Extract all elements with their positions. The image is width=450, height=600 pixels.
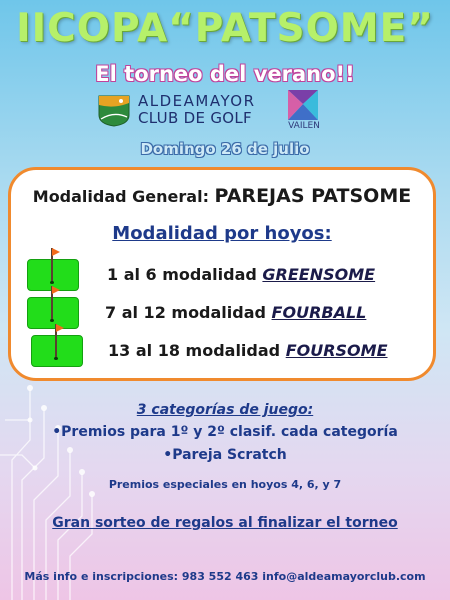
row-mode: FOURSOME: [285, 341, 388, 360]
page-title: IICOPA“PATSOME”: [16, 6, 434, 51]
golf-green-icon: [27, 297, 79, 329]
hoyos-row-text: [107, 265, 375, 284]
event-date: Domingo 26 de julio: [140, 140, 310, 158]
premios-line: •Premios para 1º y 2º clasif. cada categoría: [52, 424, 398, 440]
hoyos-row: [11, 332, 433, 368]
sorteo-text: Gran sorteo de regalos al finalizar el torneo: [52, 515, 398, 531]
general-label: Modalidad General:: [32, 187, 209, 206]
premios-line: •Pareja Scratch: [163, 447, 287, 463]
aldeamayor-logo: [97, 93, 131, 127]
golf-green-icon: [31, 335, 83, 367]
row-mode: GREENSOME: [262, 265, 376, 284]
hoyos-row: [11, 294, 433, 330]
modalidad-box: [8, 167, 436, 381]
general-value: PAREJAS PATSOME: [214, 185, 412, 207]
club-name-line1: ALDEAMAYOR: [138, 92, 256, 110]
hoyos-row-text: [108, 341, 388, 360]
row-prefix: 7 al 12 modalidad: [105, 303, 272, 322]
club-name-line2: CLUB DE GOLF: [138, 109, 252, 127]
subtitle: El torneo del verano!!: [95, 62, 355, 86]
modalidad-hoyos-title: Modalidad por hoyos:: [112, 223, 332, 244]
vailen-logo-icon: [285, 88, 321, 122]
row-mode: FOURBALL: [271, 303, 367, 322]
hoyos-row-text: [105, 303, 366, 322]
contact-info: Más info e inscripciones: 983 552 463 info@aldeamayorclub.com: [24, 570, 426, 583]
modalidad-general: [11, 185, 433, 207]
row-prefix: 13 al 18 modalidad: [108, 341, 286, 360]
premios-especiales: Premios especiales en hoyos 4, 6, y 7: [108, 478, 342, 491]
row-prefix: 1 al 6 modalidad: [107, 265, 263, 284]
aldeamayor-name: [138, 93, 278, 127]
categorias-title: 3 categorías de juego:: [136, 402, 314, 418]
vailen-name: VAILEN: [288, 121, 320, 131]
hoyos-row: [11, 256, 433, 292]
